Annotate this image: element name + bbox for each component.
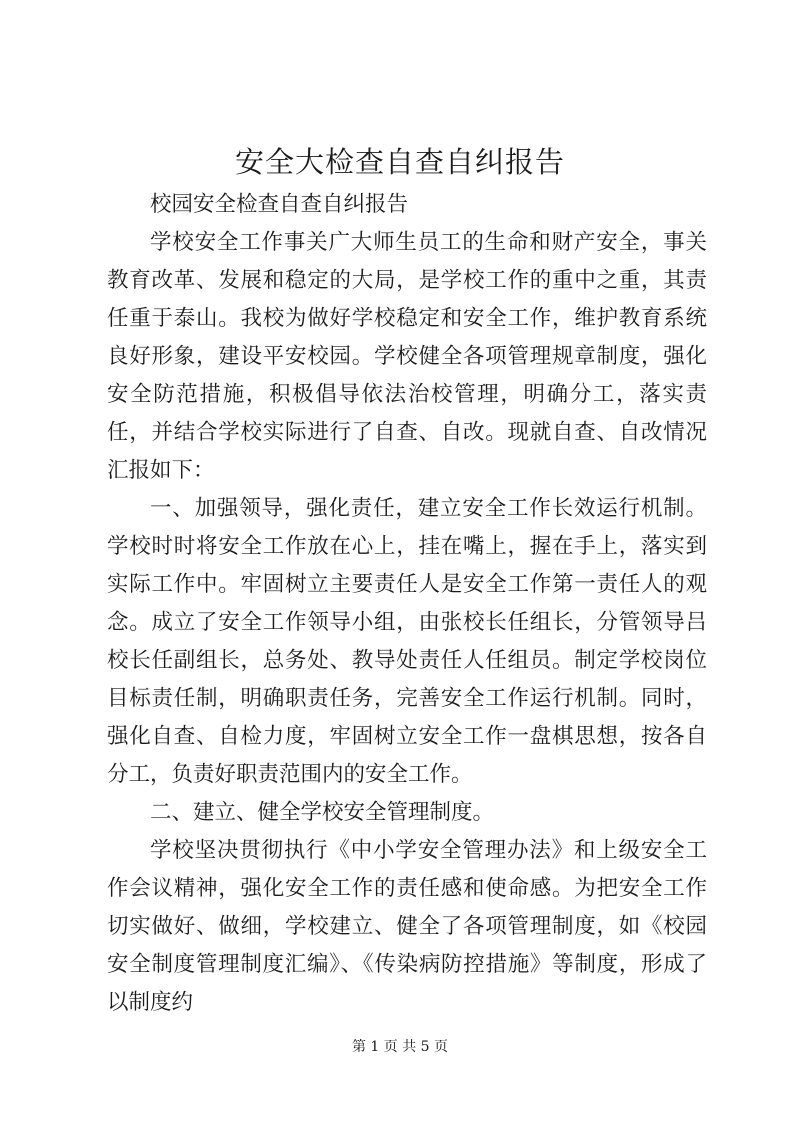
section-one-paragraph: 一、加强领导，强化责任，建立安全工作长效运行机制。学校时时将安全工作放在心上，挂在嘴上，握在手上，落实到实际工作中。牢固树立主要责任人是安全工作第一责任人的观念。成立了安全工作领导小组，由张校长任组长，分管领导吕校长任副组长，总务处、教导处责任人任组员。制定学校岗位目标责任制，明确职责任务，完善安全工作运行机制。同时，强化自查、自检力度，牢固树立安全工作一盘棋思想，按各自分工，负责好职责范围内的安全工作。 bbox=[107, 496, 707, 787]
document-body bbox=[107, 186, 707, 1022]
page-footer: 第 1 页 共 5 页 bbox=[351, 1039, 449, 1055]
subtitle-paragraph: 校园安全检查自查自纠报告 bbox=[150, 192, 409, 217]
intro-paragraph: 学校安全工作事关广大师生员工的生命和财产安全，事关教育改革、发展和稳定的大局，是学校工作的重中之重，其责任重于泰山。我校为做好学校稳定和安全工作，维护教育系统良好形象，建设平安校园。学校健全各项管理规章制度，强化安全防范措施，积极倡导依法治校管理，明确分工，落实责任，并结合学校实际进行了自查、自改。现就自查、自改情况汇报如下： bbox=[107, 230, 707, 483]
document-title: 安全大检查自查自纠报告 bbox=[234, 145, 565, 179]
section-two-heading: 二、建立、健全学校安全管理制度。 bbox=[150, 800, 495, 825]
section-two-paragraph: 学校坚决贯彻执行《中小学安全管理办法》和上级安全工作会议精神，强化安全工作的责任感和使命感。为把安全工作切实做好、做细，学校建立、健全了各项管理制度，如《校园安全制度管理制度汇编》、《传染病防控措施》等制度，形成了以制度约 bbox=[107, 838, 707, 1015]
